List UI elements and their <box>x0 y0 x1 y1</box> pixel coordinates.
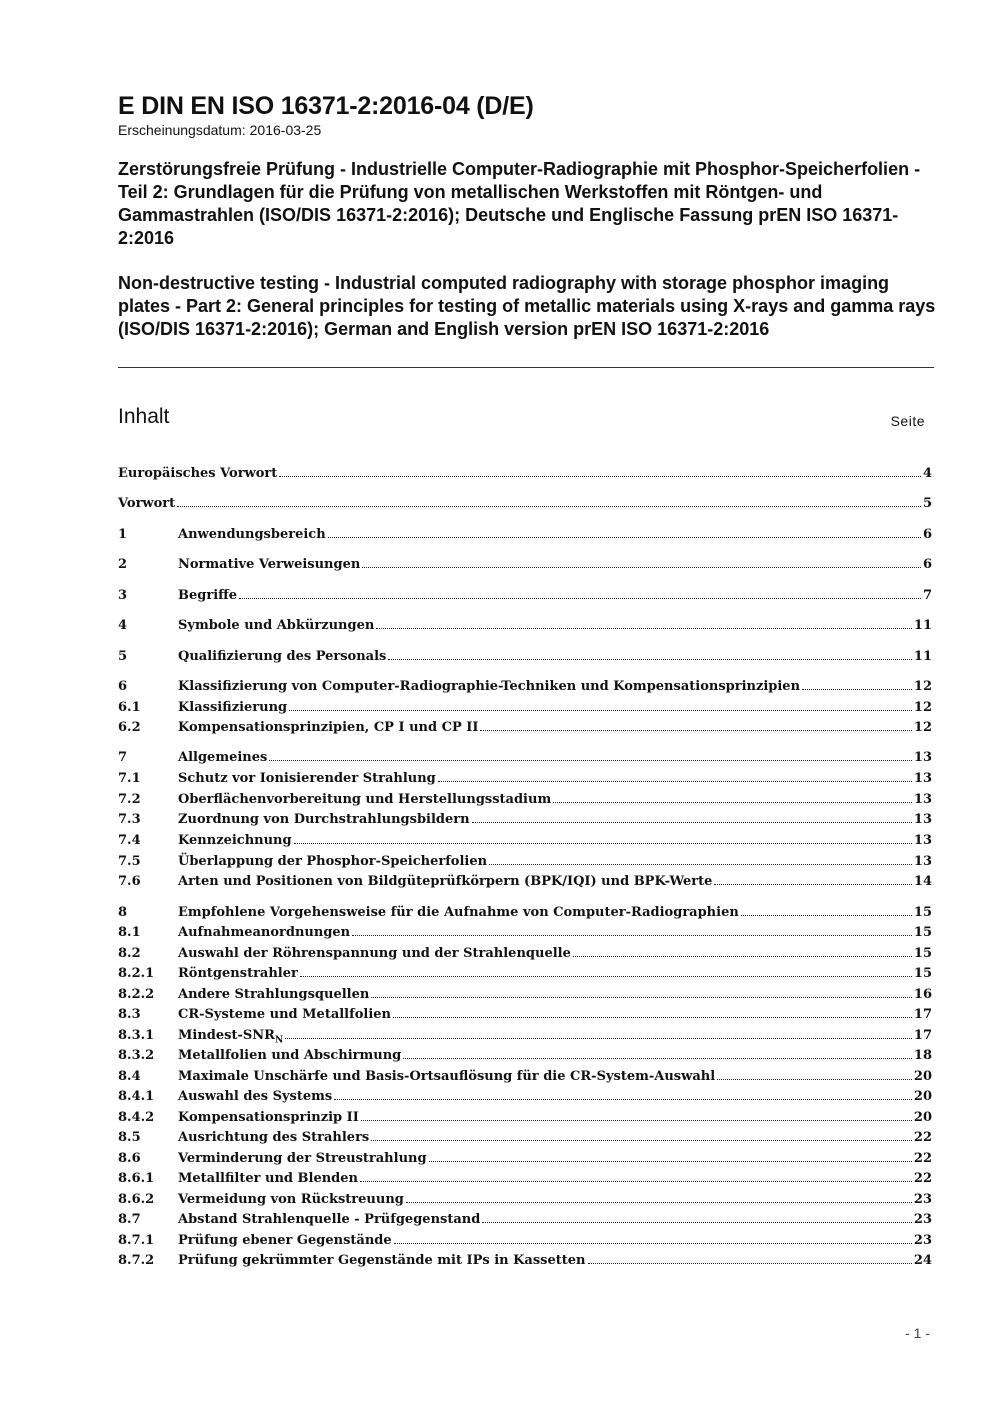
toc-entry-title-text: Anwendungsbereich <box>178 527 326 542</box>
toc-entry-page: 20 <box>913 1089 932 1104</box>
toc-dot-leader <box>394 1243 912 1244</box>
toc-entry-number: 8.6.2 <box>118 1192 155 1207</box>
toc-entry-title <box>178 872 712 892</box>
toc-entry-title-text: Metallfolien und Abschirmung <box>178 1048 402 1063</box>
toc-entry-number: 7.4 <box>118 833 141 848</box>
toc-entry-title <box>178 1251 586 1271</box>
toc-entry-page: 20 <box>913 1110 932 1125</box>
toc-entry[interactable] <box>118 1026 932 1046</box>
toc-entry-title-text: Maximale Unschärfe und Basis-Ortsauflösung für die CR-System-Auswahl <box>178 1069 716 1084</box>
toc-entry-page: 13 <box>913 812 932 827</box>
toc-entry-title <box>178 1005 391 1025</box>
toc-entry-page: 15 <box>913 925 932 940</box>
toc-entry[interactable] <box>118 1210 932 1230</box>
toc-entry-page: 13 <box>913 771 932 786</box>
toc-dot-leader <box>352 935 912 936</box>
toc-entry-title <box>178 1128 369 1148</box>
toc-entry-title-text: Mindest-SNR <box>178 1028 275 1043</box>
toc-entry[interactable] <box>118 494 932 514</box>
toc-entry-page: 23 <box>913 1212 932 1227</box>
toc-entry-title <box>178 555 360 575</box>
toc-entry-title-text: Metallfilter und Blenden <box>178 1171 358 1186</box>
toc-entry-number: 8.2.1 <box>118 966 155 981</box>
toc-entry[interactable] <box>118 616 932 636</box>
toc-entry-page: 12 <box>913 700 932 715</box>
toc-entry[interactable] <box>118 1108 932 1128</box>
toc-entry-title-text: Prüfung ebener Gegenstände <box>178 1233 392 1248</box>
toc-entry-title-text: Klassifizierung von Computer-Radiographie-Techniken und Kompensationsprinzipien <box>178 679 801 694</box>
toc-dot-leader <box>376 628 912 629</box>
toc-entry-page: 11 <box>913 618 932 633</box>
toc-entry[interactable] <box>118 923 932 943</box>
toc-entry-title <box>178 1190 404 1210</box>
toc-entry-title-text: Kennzeichnung <box>178 833 292 848</box>
toc-entry-number: 8.3.2 <box>118 1048 155 1063</box>
toc-entry[interactable] <box>118 586 932 606</box>
toc-entry-page: 15 <box>913 946 932 961</box>
toc-entry-title-text: Vermeidung von Rückstreuung <box>178 1192 404 1207</box>
toc-entry-page: 17 <box>913 1007 932 1022</box>
toc-entry[interactable] <box>118 852 932 872</box>
toc-dot-leader <box>403 1058 912 1059</box>
toc-dot-leader <box>289 710 912 711</box>
toc-entry-page: 5 <box>922 496 932 511</box>
toc-entry[interactable] <box>118 555 932 575</box>
toc-entry-title <box>178 1169 358 1189</box>
toc-entry-page: 16 <box>913 987 932 1002</box>
toc-entry[interactable] <box>118 698 932 718</box>
toc-entry-page: 11 <box>913 649 932 664</box>
toc-entry-title <box>178 586 237 606</box>
toc-entry-title-text: Begriffe <box>178 588 238 603</box>
toc-entry-title-text: Andere Strahlungsquellen <box>178 987 370 1002</box>
toc-entry-number: 7 <box>118 750 128 765</box>
toc-entry-title <box>178 852 487 872</box>
toc-entry-title-text: Allgemeines <box>178 750 268 765</box>
toc-dot-leader <box>294 843 912 844</box>
toc-entry-page: 7 <box>922 588 932 603</box>
toc-entry-title <box>178 1231 392 1251</box>
toc-entry-title <box>178 1149 427 1169</box>
toc-dot-leader <box>429 1161 912 1162</box>
toc-entry-title-text: Oberflächenvorbereitung und Herstellungsstadium <box>178 792 552 807</box>
toc-entry-number: 8.2 <box>118 946 141 961</box>
toc-entry-title <box>178 1067 715 1087</box>
toc-entry-number: 6 <box>118 679 128 694</box>
toc-entry-title-subscript: N <box>274 1035 284 1046</box>
toc-entry-page: 14 <box>913 874 932 889</box>
toc-entry-title-text: Auswahl der Röhrenspannung und der Strahlenquelle <box>178 946 571 961</box>
toc-entry-number: 7.6 <box>118 874 141 889</box>
toc-dot-leader <box>239 598 921 599</box>
toc-entry-number: 8.2.2 <box>118 987 155 1002</box>
toc-dot-leader <box>482 1222 912 1223</box>
toc-entry-number: 8.7 <box>118 1212 141 1227</box>
toc-dot-leader <box>328 537 921 538</box>
toc-dot-leader <box>362 567 921 568</box>
toc-entry[interactable] <box>118 903 932 923</box>
toc-entry-title <box>178 831 292 851</box>
toc-entry-title-text: Empfohlene Vorgehensweise für die Aufnahme von Computer-Radiographien <box>178 905 739 920</box>
toc-entry-number: 4 <box>118 618 128 633</box>
toc-entry-title-text: Prüfung gekrümmter Gegenstände mit IPs in Kassetten <box>178 1253 586 1268</box>
toc-entry-page: 20 <box>913 1069 932 1084</box>
title-divider <box>118 367 934 368</box>
toc-entry[interactable] <box>118 769 932 789</box>
toc-entry[interactable] <box>118 1251 932 1271</box>
toc-entry-title-text: Symbole und Abkürzungen <box>178 618 375 633</box>
toc-dot-leader <box>472 822 912 823</box>
toc-entry-page: 15 <box>913 966 932 981</box>
toc-entry[interactable] <box>118 1169 932 1189</box>
toc-entry-number: 6.1 <box>118 700 141 715</box>
toc-entry-title <box>178 718 478 738</box>
toc-entry[interactable] <box>118 810 932 830</box>
toc-entry-number: 5 <box>118 649 128 664</box>
toc-entry-number: 8.4 <box>118 1069 141 1084</box>
toc-heading: Inhalt <box>118 405 170 428</box>
toc-entry-number: 8.1 <box>118 925 141 940</box>
toc-entry-title-text: Kompensationsprinzipien, CP I und CP II <box>178 720 479 735</box>
toc-entry-number: 1 <box>118 527 128 542</box>
toc-dot-leader <box>269 760 912 761</box>
toc-entry[interactable] <box>118 964 932 984</box>
toc-dot-leader <box>371 997 912 998</box>
toc-dot-leader <box>717 1079 912 1080</box>
toc-entry[interactable] <box>118 677 932 697</box>
toc-entry-title-text: Aufnahmeanordnungen <box>178 925 351 940</box>
toc-entry[interactable] <box>118 1087 932 1107</box>
toc-dot-leader <box>334 1099 912 1100</box>
toc-dot-leader <box>371 1140 912 1141</box>
toc-dot-leader <box>573 956 912 957</box>
toc-entry-title-text: Abstand Strahlenquelle - Prüfgegenstand <box>178 1212 481 1227</box>
toc-entry-page: 17 <box>913 1028 932 1043</box>
toc-entry-page: 15 <box>913 905 932 920</box>
toc-entry-title <box>178 964 298 984</box>
toc-entry-number: 8.6 <box>118 1151 141 1166</box>
toc-entry-page: 23 <box>913 1233 932 1248</box>
toc-entry[interactable] <box>118 872 932 892</box>
toc-entry-title-text: Europäisches Vorwort <box>118 466 278 481</box>
toc-entry[interactable] <box>118 1067 932 1087</box>
toc-entry-number: 7.3 <box>118 812 141 827</box>
toc-dot-leader <box>553 802 912 803</box>
toc-entry-page: 12 <box>913 679 932 694</box>
toc-entry-title <box>178 698 287 718</box>
toc-dot-leader <box>285 1038 912 1039</box>
toc-entry-title-text: Ausrichtung des Strahlers <box>178 1130 370 1145</box>
toc-dot-leader <box>360 1181 912 1182</box>
toc-entry-title-text: Verminderung der Streustrahlung <box>178 1151 427 1166</box>
toc-dot-leader <box>388 659 912 660</box>
toc-entry-title-text: Qualifizierung des Personals <box>178 649 387 664</box>
toc-entry-title <box>178 1108 359 1128</box>
toc-page-column-heading: Seite <box>890 413 925 429</box>
toc-entry-title <box>178 944 571 964</box>
toc-entry[interactable] <box>118 1046 932 1066</box>
toc-dot-leader <box>279 476 921 477</box>
toc-entry-number: 7.5 <box>118 854 141 869</box>
toc-entry-title <box>118 494 175 514</box>
toc-entry-page: 12 <box>913 720 932 735</box>
german-title: Zerstörungsfreie Prüfung - Industrielle Computer-Radiographie mit Phosphor-Speicherfolien - Teil 2: Grundlagen für die Prüfung von metallischen Werkstoffen mit Röntgen- und Gammastrahlen (ISO/DIS 16371-2:2016); Deutsche und Englische Fassung prEN ISO 16371-2:2016 <box>118 159 921 248</box>
toc-entry-number: 8 <box>118 905 128 920</box>
toc-dot-leader <box>802 689 912 690</box>
toc-entry-page: 22 <box>913 1151 932 1166</box>
toc-entry[interactable] <box>118 1231 932 1251</box>
toc-dot-leader <box>300 976 912 977</box>
toc-entry-page: 22 <box>913 1171 932 1186</box>
english-title: Non-destructive testing - Industrial computed radiography with storage phosphor imaging plates - Part 2: General principles for testing of metallic materials using X-rays and gamma rays (ISO/DIS 16371-2:2016); German and English version prEN ISO 16371-2:2016 <box>118 273 936 339</box>
publication-date <box>118 122 321 138</box>
toc-entry[interactable] <box>118 718 932 738</box>
toc-entry-title-text: Normative Verweisungen <box>178 557 361 572</box>
toc-entry-number: 8.6.1 <box>118 1171 155 1186</box>
toc-entry-title <box>178 790 551 810</box>
toc-entry-title-text: Auswahl des Systems <box>178 1089 333 1104</box>
footer-page-number: - 1 - <box>905 1325 930 1341</box>
toc-entry-number: 3 <box>118 588 128 603</box>
toc-entry-number: 8.3 <box>118 1007 141 1022</box>
toc-entry-title <box>178 647 386 667</box>
toc-dot-leader <box>489 864 912 865</box>
toc-entry-number: 8.7.1 <box>118 1233 155 1248</box>
toc-entry-number: 7.2 <box>118 792 141 807</box>
toc-entry[interactable] <box>118 944 932 964</box>
toc-entry-title-text: Überlappung der Phosphor-Speicherfolien <box>178 854 488 869</box>
toc-entry[interactable] <box>118 647 932 667</box>
toc-entry-title <box>178 1087 332 1107</box>
toc-entry-title-text: Kompensationsprinzip II <box>178 1110 359 1125</box>
toc-entry-number: 8.4.2 <box>118 1110 155 1125</box>
toc-entry-page: 22 <box>913 1130 932 1145</box>
toc-entry-page: 13 <box>913 854 932 869</box>
toc-dot-leader <box>714 884 911 885</box>
toc-dot-leader <box>480 730 911 731</box>
toc-entry[interactable] <box>118 790 932 810</box>
toc-entry-title <box>178 616 374 636</box>
toc-entry-number: 7.1 <box>118 771 141 786</box>
toc-entry-page: 13 <box>913 750 932 765</box>
toc-dot-leader <box>741 915 912 916</box>
publication-date-value: 2016-03-25 <box>249 122 322 138</box>
toc-entry[interactable] <box>118 1149 932 1169</box>
toc-entry-page: 13 <box>913 792 932 807</box>
toc-entry-title <box>178 1210 480 1230</box>
toc-entry-number: 8.3.1 <box>118 1028 155 1043</box>
toc-entry-title-text: CR-Systeme und Metallfolien <box>178 1007 391 1022</box>
toc-entry-page: 6 <box>922 557 932 572</box>
toc-entry-number: 8.4.1 <box>118 1089 155 1104</box>
toc-entry-page: 18 <box>913 1048 932 1063</box>
toc-entry-title <box>178 769 436 789</box>
toc-entry[interactable] <box>118 1005 932 1025</box>
toc-entry-title-text: Zuordnung von Durchstrahlungsbildern <box>178 812 470 827</box>
toc-dot-leader <box>393 1017 912 1018</box>
toc-entry-title <box>178 923 350 943</box>
toc-entry-number: 2 <box>118 557 128 572</box>
toc-dot-leader <box>361 1120 912 1121</box>
toc-entry[interactable] <box>118 831 932 851</box>
toc-entry-page: 23 <box>913 1192 932 1207</box>
document-id: E DIN EN ISO 16371-2:2016-04 (D/E) <box>118 92 534 120</box>
toc-entry-title-text: Arten und Positionen von Bildgüteprüfkörpern (BPK/IQI) und BPK-Werte <box>178 874 713 889</box>
toc-entry-title <box>178 985 369 1005</box>
toc-dot-leader <box>177 506 921 507</box>
toc-entry-title <box>178 903 739 923</box>
toc-dot-leader <box>588 1263 912 1264</box>
toc-entry-title-text: Schutz vor Ionisierender Strahlung <box>178 771 436 786</box>
toc-dot-leader <box>438 781 912 782</box>
toc-entry-page: 4 <box>922 466 932 481</box>
toc-entry-page: 6 <box>922 527 932 542</box>
toc-dot-leader <box>406 1202 912 1203</box>
toc-entry[interactable] <box>118 985 932 1005</box>
publication-date-label: Erscheinungsdatum: <box>118 122 246 138</box>
toc-entry-title <box>178 748 267 768</box>
toc-entry-title-text: Vorwort <box>118 496 176 511</box>
toc-entry-title <box>178 810 470 830</box>
toc-entry-title <box>118 464 277 484</box>
toc-entry[interactable] <box>118 748 932 768</box>
toc-entry-title-text: Klassifizierung <box>178 700 288 715</box>
toc-entry[interactable] <box>118 525 932 545</box>
toc-entry-title <box>178 677 800 697</box>
toc-entry-page: 24 <box>913 1253 932 1268</box>
toc-entry-page: 13 <box>913 833 932 848</box>
toc-entry[interactable] <box>118 464 932 484</box>
toc-entry[interactable] <box>118 1190 932 1210</box>
toc-entry-number: 8.5 <box>118 1130 141 1145</box>
toc-entry-title-text: Röntgenstrahler <box>178 966 298 981</box>
toc-entry-title <box>178 525 326 545</box>
toc-entry[interactable] <box>118 1128 932 1148</box>
toc-entry-number: 6.2 <box>118 720 141 735</box>
toc-entry-title <box>178 1046 401 1066</box>
toc-entry-number: 8.7.2 <box>118 1253 155 1268</box>
